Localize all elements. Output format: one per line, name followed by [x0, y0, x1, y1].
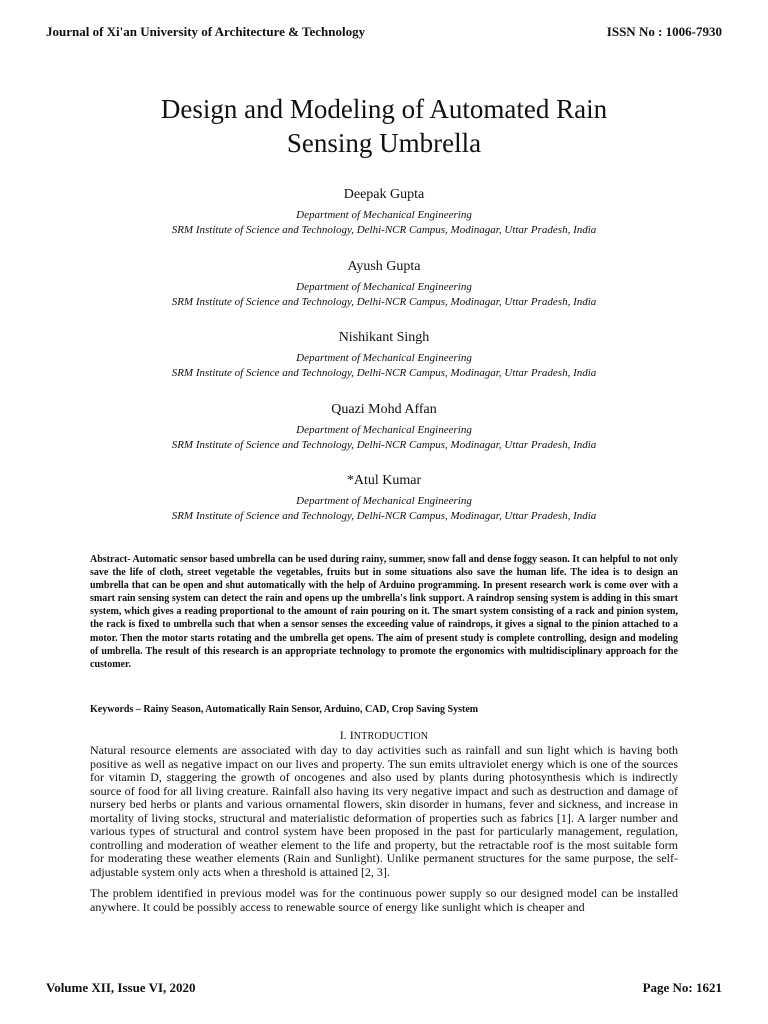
- section-title: NTRODUCTION: [353, 731, 429, 742]
- page-footer: [46, 980, 722, 996]
- author-institution: SRM Institute of Science and Technology, Delhi-NCR Campus, Modinagar, Uttar Pradesh, India: [171, 367, 597, 379]
- author-institution: SRM Institute of Science and Technology, Delhi-NCR Campus, Modinagar, Uttar Pradesh, India: [171, 224, 597, 236]
- section-number: I. I: [339, 728, 354, 742]
- author-block: [60, 258, 708, 330]
- author-block: [60, 186, 708, 258]
- paper-title: [60, 92, 708, 160]
- author-name: Quazi Mohd Affan: [331, 401, 437, 417]
- journal-name: Journal of Xi'an University of Architecture & Technology: [46, 24, 366, 39]
- author-block: [60, 329, 708, 401]
- page-header: [46, 24, 722, 40]
- volume-issue: Volume XII, Issue VI, 2020: [46, 980, 196, 995]
- author-name: Ayush Gupta: [347, 258, 421, 274]
- page-number: Page No: 1621: [642, 980, 722, 995]
- body-text: [90, 744, 678, 922]
- author-department: Department of Mechanical Engineering: [296, 423, 472, 436]
- author-department: Department of Mechanical Engineering: [296, 209, 472, 221]
- author-institution: SRM Institute of Science and Technology, Delhi-NCR Campus, Modinagar, Uttar Pradesh, India: [171, 510, 597, 522]
- paragraph: The problem identified in previous model was for the continuous power supply so our designed model can be installed anywhere. It could be possibly access to renewable source of energy like sunlight which is cheaper and: [90, 886, 678, 914]
- author-department: Department of Mechanical Engineering: [296, 280, 472, 293]
- author-institution: SRM Institute of Science and Technology, Delhi-NCR Campus, Modinagar, Uttar Pradesh, India: [171, 438, 597, 451]
- title-line-2: Sensing Umbrella: [286, 128, 482, 158]
- author-name: Deepak Gupta: [343, 187, 425, 202]
- title-line-1: Design and Modeling of Automated Rain: [160, 94, 608, 124]
- issn-number: ISSN No : 1006-7930: [606, 24, 722, 39]
- author-department: Department of Mechanical Engineering: [296, 352, 472, 364]
- author-list: [60, 186, 708, 544]
- author-block: [60, 472, 708, 544]
- author-name: *Atul Kumar: [346, 473, 422, 488]
- author-name: Nishikant Singh: [338, 330, 430, 345]
- author-block: [60, 401, 708, 473]
- paragraph: Natural resource elements are associated with day to day activities such as rainfall and sun light which is having both positive as well as negative impact on our lives and property. The sun emits ultraviolet energy which is one of the sources for vitamin D, staggering the growth of oncogenes and also used by plants during photosynthesis which is indirectly source of food for all living creature. Rainfall also having its very negative impact and such as destruction and damage of nursery bed herbs or plants and various ornamental flowers, skin disorder in humans, fever and sickness, and increase in mortality of living stocks, structural and materialistic deformation of properties such as fabrics [1]. A larger number and various types of structural and control system have been proposed in the past for particularly management, regulation, controlling and moderation of weather element to the life and property, but the retractable roof is the most suitable form for moderating these weather elements (Rain and Sunlight). Unlike permanent structures for the same purpose, the self-adjustable system only acts when a threshold is attained [2, 3].: [90, 743, 678, 879]
- author-institution: SRM Institute of Science and Technology, Delhi-NCR Campus, Modinagar, Uttar Pradesh, India: [171, 295, 597, 308]
- author-department: Department of Mechanical Engineering: [296, 495, 472, 507]
- abstract: Abstract- Automatic sensor based umbrella can be used during rainy, summer, snow fall and dense foggy season. It can helpful to not only save the life of cloth, street vegetable the vegetables, fruits but in some situations also save the human life. The idea is to design an umbrella that can be open and shut automatically with the help of Arduino programming. In present research work is come over with a smart rain sensing system can detect the rain and opens up the umbrella's link support. A raindrop sensing system is adding in this smart system, which gives a reading proportional to the amount of rain pouring on it. The smart system consisting of a rack and pinion system, the rack is fixed to umbrella such that when a sensor senses the exceeding value of raindrops, it gives a signal to the pinion attached to a motor. Then the motor starts rotating and the umbrella get opens. The aim of present study is complete controlling, design and modeling of umbrella. The result of this research is an appropriate technology to promote the ergonomics with multidisciplinary approach for the customer.: [90, 554, 678, 670]
- keywords: Keywords – Rainy Season, Automatically Rain Sensor, Arduino, CAD, Crop Saving System: [90, 704, 479, 715]
- section-heading: [0, 728, 768, 743]
